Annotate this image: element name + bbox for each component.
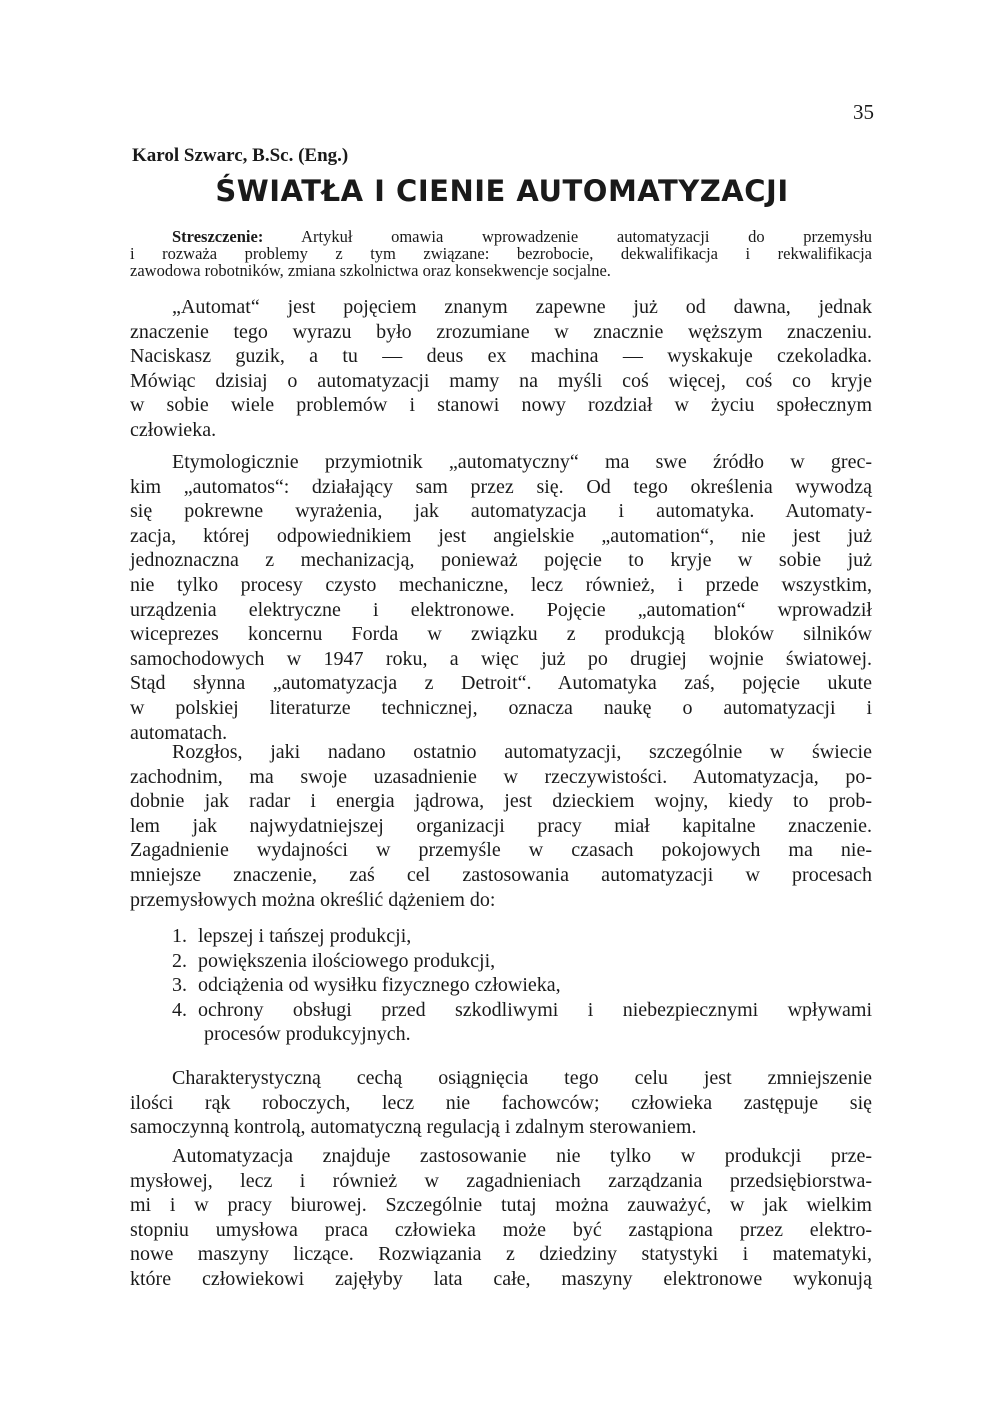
paragraph-2	[130, 450, 872, 745]
list-item	[172, 973, 872, 998]
abstract	[130, 228, 872, 279]
text-line: w polskiej literaturze technicznej, oznacza naukę o automatyzacji i	[130, 696, 872, 719]
text-line: urządzenia elektryczne i elektronowe. Pojęcie „automation“ wprowadził	[130, 598, 872, 621]
text-line: mi i w pracy biurowej. Szczególnie tutaj można zauważyć, w jak wielkim	[130, 1194, 872, 1217]
text-line: jednoznaczna z mechanizacją, ponieważ pojęcie to kryje w sobie już	[130, 549, 872, 572]
list-text: lepszej i tańszej produkcji,	[198, 925, 412, 947]
list-number: 3.	[172, 974, 187, 997]
list-number: 4.	[172, 998, 187, 1021]
text-line: nie tylko procesy czysto mechaniczne, lecz również, i przede wszystkim,	[130, 573, 872, 596]
paragraph-1	[130, 295, 872, 443]
text-line: samoczynną kontrolą, automatyczną regulacją i zdalnym sterowaniem.	[130, 1116, 697, 1139]
list-text: odciążenia od wysiłku fizycznego człowieka,	[198, 974, 561, 997]
text-line: Etymologicznie przymiotnik „automatyczny“ ma swe źródło w grec-	[172, 451, 872, 473]
abstract-line: zawodowa robotników, zmiana szkolnictwa oraz konsekwencje socjalne.	[130, 261, 611, 280]
text-line: Naciskasz guzik, a tu — deus ex machina — wyskakuje czekoladka.	[130, 345, 872, 368]
text-line: dobnie jak radar i energia jądrowa, jest dzieckiem wojny, kiedy to prob-	[130, 790, 872, 813]
list-item	[172, 924, 872, 949]
text-line: samochodowych w 1947 roku, a więc już po drugiej wojnie światowej.	[130, 647, 872, 670]
text-line: „Automat“ jest pojęciem znanym zapewne już od dawna, jednak	[172, 296, 872, 318]
list-text: ochrony obsługi przed szkodliwymi i niebezpiecznymi wpływami	[198, 998, 872, 1021]
text-line: zacja, której odpowiednikiem jest angielskie „automation“, nie jest już	[130, 524, 872, 547]
article-title: ŚWIATŁA I CIENIE AUTOMATYZACJI	[215, 174, 789, 208]
text-line: które człowiekowi zajęłyby lata całe, maszyny elektronowe wykonują	[130, 1267, 872, 1290]
abstract-line: Streszczenie: Artykuł omawia wprowadzenie automatyzacji do przemysłu	[172, 227, 872, 246]
text-line: znaczenie tego wyrazu było zrozumiane w znacznie węższym znaczeniu.	[130, 320, 872, 343]
text-line: automatach.	[130, 721, 228, 744]
numbered-list	[172, 924, 872, 1047]
text-line: kim „automatos“: działający sam przez się. Od tego określenia wywodzą	[130, 475, 872, 498]
text-line: mniejsze znaczenie, zaś cel zastosowania automatyzacji w procesach	[130, 863, 872, 886]
text-line: zachodnim, ma swoje uzasadnienie w rzeczywistości. Automatyzacja, po-	[130, 765, 872, 788]
author-name: Karol Szwarc, B.Sc. (Eng.)	[132, 145, 349, 166]
text-line: się pokrewne wyrażenia, jak automatyzacja i automatyka. Automaty-	[130, 500, 872, 523]
abstract-label: Streszczenie:	[172, 227, 264, 246]
paragraph-5	[130, 1144, 872, 1292]
text-line: wiceprezes koncernu Forda w związku z produkcją bloków silników	[130, 623, 872, 646]
text-line: ilości rąk roboczych, lecz nie fachowców; człowieka zastępuje się	[130, 1091, 872, 1114]
text-line: przemysłowych można określić dążeniem do:	[130, 888, 496, 911]
abstract-line: i rozważa problemy z tym związane: bezrobocie, dekwalifikacja i rekwalifikacja	[130, 244, 872, 263]
text-line: Automatyzacja znajduje zastosowanie nie tylko w produkcji prze-	[172, 1145, 872, 1167]
list-item	[172, 949, 872, 974]
text-line: człowieka.	[130, 418, 217, 441]
list-text: procesów produkcyjnych.	[204, 1023, 411, 1046]
list-number: 1.	[172, 925, 187, 947]
list-item	[172, 998, 872, 1047]
text-line: Stąd słynna „automatyzacja z Detroit“. Automatyka zaś, pojęcie ukute	[130, 672, 872, 695]
text-line: lem jak najwydatniejszej organizacji pracy miał kapitalne znaczenie.	[130, 814, 872, 837]
text-line: stopniu umysłowa praca człowieka może być zastąpiona przez elektro-	[130, 1218, 872, 1241]
text-line: nowe maszyny liczące. Rozwiązania z dziedziny statystyki i matematyki,	[130, 1243, 872, 1266]
text-line: mysłowej, lecz i również w zagadnieniach zarządzania przedsiębiorstwa-	[130, 1169, 872, 1192]
paragraph-4	[130, 1066, 872, 1140]
text-line: w sobie wiele problemów i stanowi nowy rozdział w życiu społecznym	[130, 394, 872, 417]
paragraph-3	[130, 740, 872, 912]
text-line: Mówiąc dzisiaj o automatyzacji mamy na myśli coś więcej, coś co kryje	[130, 369, 872, 392]
text-line: Rozgłos, jaki nadano ostatnio automatyzacji, szczególnie w świecie	[172, 741, 872, 763]
page-number: 35	[853, 100, 874, 124]
list-number: 2.	[172, 949, 187, 972]
text-line: Zagadnienie wydajności w przemyśle w czasach pokojowych ma nie-	[130, 839, 872, 862]
text-line: Charakterystyczną cechą osiągnięcia tego celu jest zmniejszenie	[172, 1067, 872, 1089]
list-text: powiększenia ilościowego produkcji,	[198, 949, 496, 972]
